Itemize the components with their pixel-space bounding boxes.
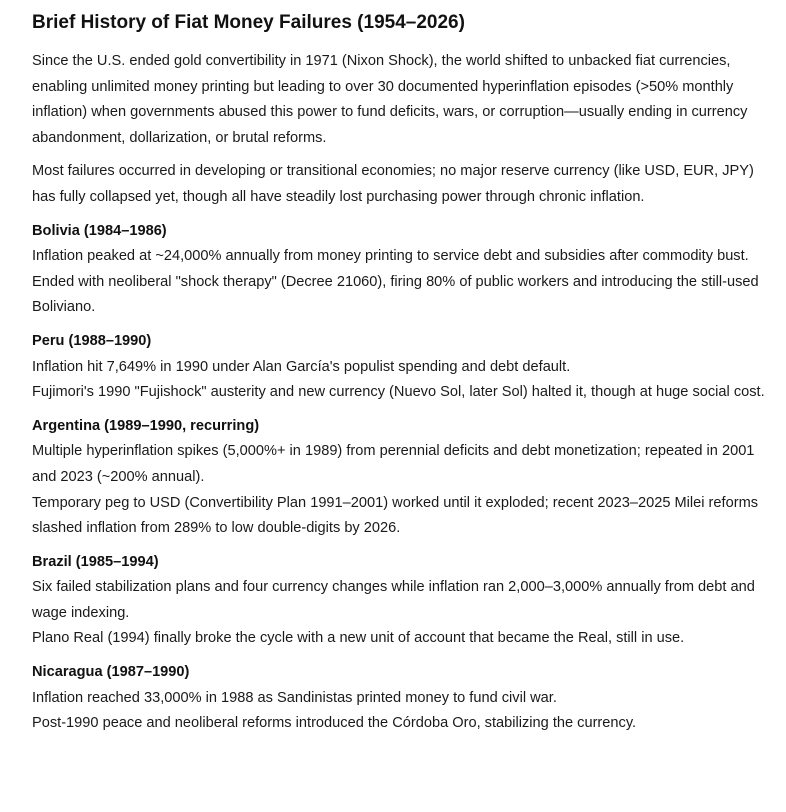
section-line: Temporary peg to USD (Convertibility Plan 1991–2001) worked until it exploded; recent 2023–2025 Milei reforms slashed inflation from 289% to low double-digits by 2026. (32, 494, 759, 537)
section-heading: Bolivia (1984–1986) (32, 222, 167, 239)
section-brazil (32, 550, 766, 652)
section-line: Multiple hyperinflation spikes (5,000%+ in 1989) from perennial deficits and debt monetization; repeated in 2001 and 2023 (~200% annual). (32, 443, 755, 485)
section-line: Inflation hit 7,649% in 1990 under Alan García's populist spending and debt default. (32, 358, 571, 375)
section-line: Ended with neoliberal "shock therapy" (Decree 21060), firing 80% of public workers and introducing the still-used Boliviano. (32, 273, 759, 316)
section-line: Post-1990 peace and neoliberal reforms introduced the Córdoba Oro, stabilizing the currency. (32, 715, 637, 732)
section-line: Plano Real (1994) finally broke the cycle with a new unit of account that became the Real, still in use. (32, 630, 685, 647)
section-line: Inflation peaked at ~24,000% annually from money printing to service debt and subsidies after commodity bust. (32, 248, 749, 265)
section-nicaragua (32, 660, 766, 737)
section-line: Fujimori's 1990 "Fujishock" austerity and new currency (Nuevo Sol, later Sol) halted it, though at huge social cost. (32, 384, 765, 401)
section-heading: Peru (1988–1990) (32, 332, 152, 349)
page-title: Brief History of Fiat Money Failures (1954–2026) (32, 12, 465, 33)
section-heading: Brazil (1985–1994) (32, 553, 159, 570)
section-heading: Argentina (1989–1990, recurring) (32, 417, 260, 434)
intro-paragraph-2: Most failures occurred in developing or transitional economies; no major reserve currency (like USD, EUR, JPY) has fully collapsed yet, though all have steadily lost purchasing power through chronic inflation. (32, 163, 754, 205)
section-argentina (32, 414, 766, 542)
section-bolivia (32, 219, 766, 321)
section-line: Six failed stabilization plans and four currency changes while inflation ran 2,000–3,000% annually from debt and wage indexing. (32, 579, 755, 621)
section-heading: Nicaragua (1987–1990) (32, 664, 190, 681)
section-peru (32, 329, 766, 406)
intro-paragraph-1: Since the U.S. ended gold convertibility in 1971 (Nixon Shock), the world shifted to unbacked fiat currencies, enabling unlimited money printing but leading to over 30 documented hyperinflation episodes (>50% monthly inflation) when governments abused this power to fund deficits, wars, or corruption—usually ending in currency abandonment, dollarization, or brutal reforms. (32, 53, 748, 146)
section-line: Inflation reached 33,000% in 1988 as Sandinistas printed money to fund civil war. (32, 689, 557, 706)
